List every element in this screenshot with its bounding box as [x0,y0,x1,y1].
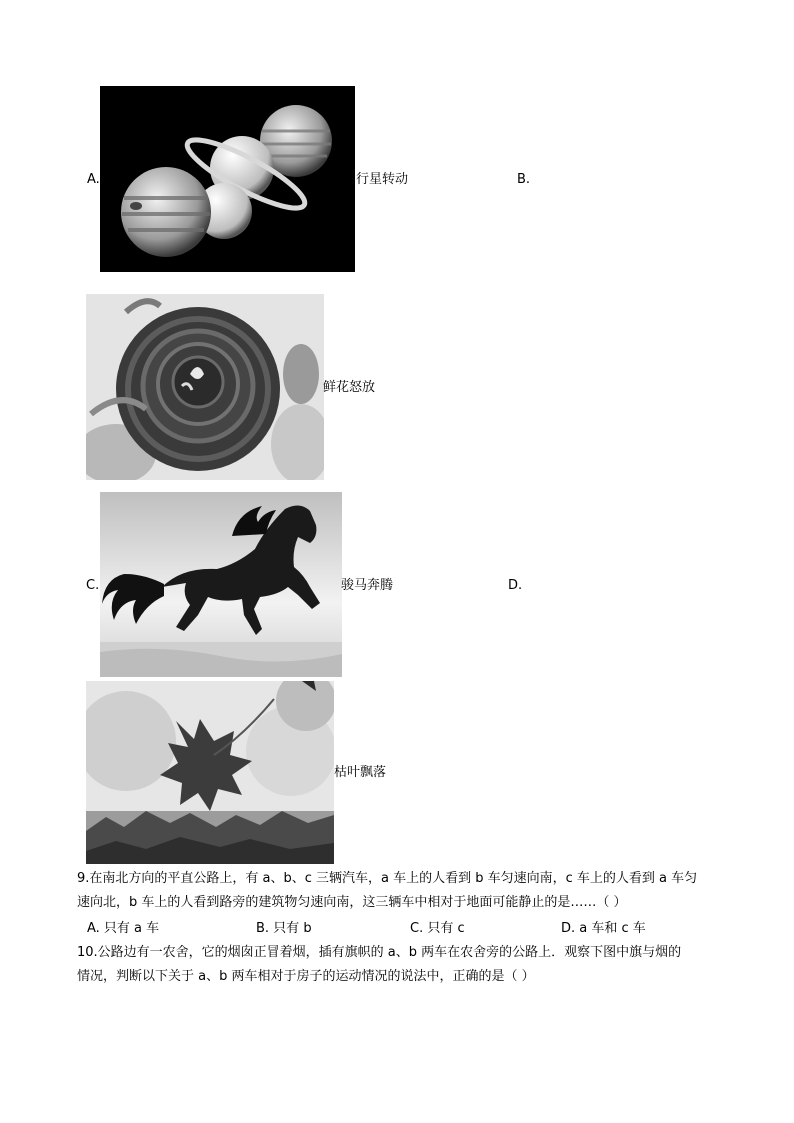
question-10 [77,941,737,989]
question-10-line2: 情况，判断以下关于 a、b 两车相对于房子的运动情况的说法中，正确的是（ ） [77,969,535,984]
rose-drawing [86,294,324,480]
planets-image [100,86,355,272]
q9-choice-d: D. a 车和 c 车 [561,921,646,936]
option-d-letter: D. [508,578,523,593]
option-b-letter: B. [517,172,531,187]
question-10-line1: 10.公路边有一农舍，它的烟囱正冒着烟，插有旗帜的 a、b 两车在农舍旁的公路上．观察下图中旗与烟的 [77,945,682,960]
option-a-caption: 行星转动 [356,172,409,187]
q9-choice-b: B. 只有 b [256,921,312,936]
question-9-line1: 9.在南北方向的平直公路上，有 a、b、c 三辆汽车，a 车上的人看到 b 车匀速向南，c 车上的人看到 a 车匀 [77,871,698,886]
option-c-caption: 骏马奔腾 [341,578,394,593]
planets-drawing [100,86,355,272]
option-b-caption: 鲜花怒放 [323,380,376,395]
rose-image [86,294,324,480]
horse-image [100,492,342,677]
option-a-letter: A. [87,172,100,187]
q9-choice-a: A. 只有 a 车 [87,921,160,936]
option-c-letter: C. [86,578,100,593]
question-9 [77,867,737,915]
falling-leaf-drawing [86,681,334,864]
option-d-caption: 枯叶飘落 [334,765,387,780]
question-9-line2: 速向北，b 车上的人看到路旁的建筑物匀速向南，这三辆车中相对于地面可能静止的是……（ ） [77,895,627,910]
falling-leaf-image [86,681,334,864]
q9-choice-c: C. 只有 c [410,921,465,936]
horse-drawing [100,492,342,677]
